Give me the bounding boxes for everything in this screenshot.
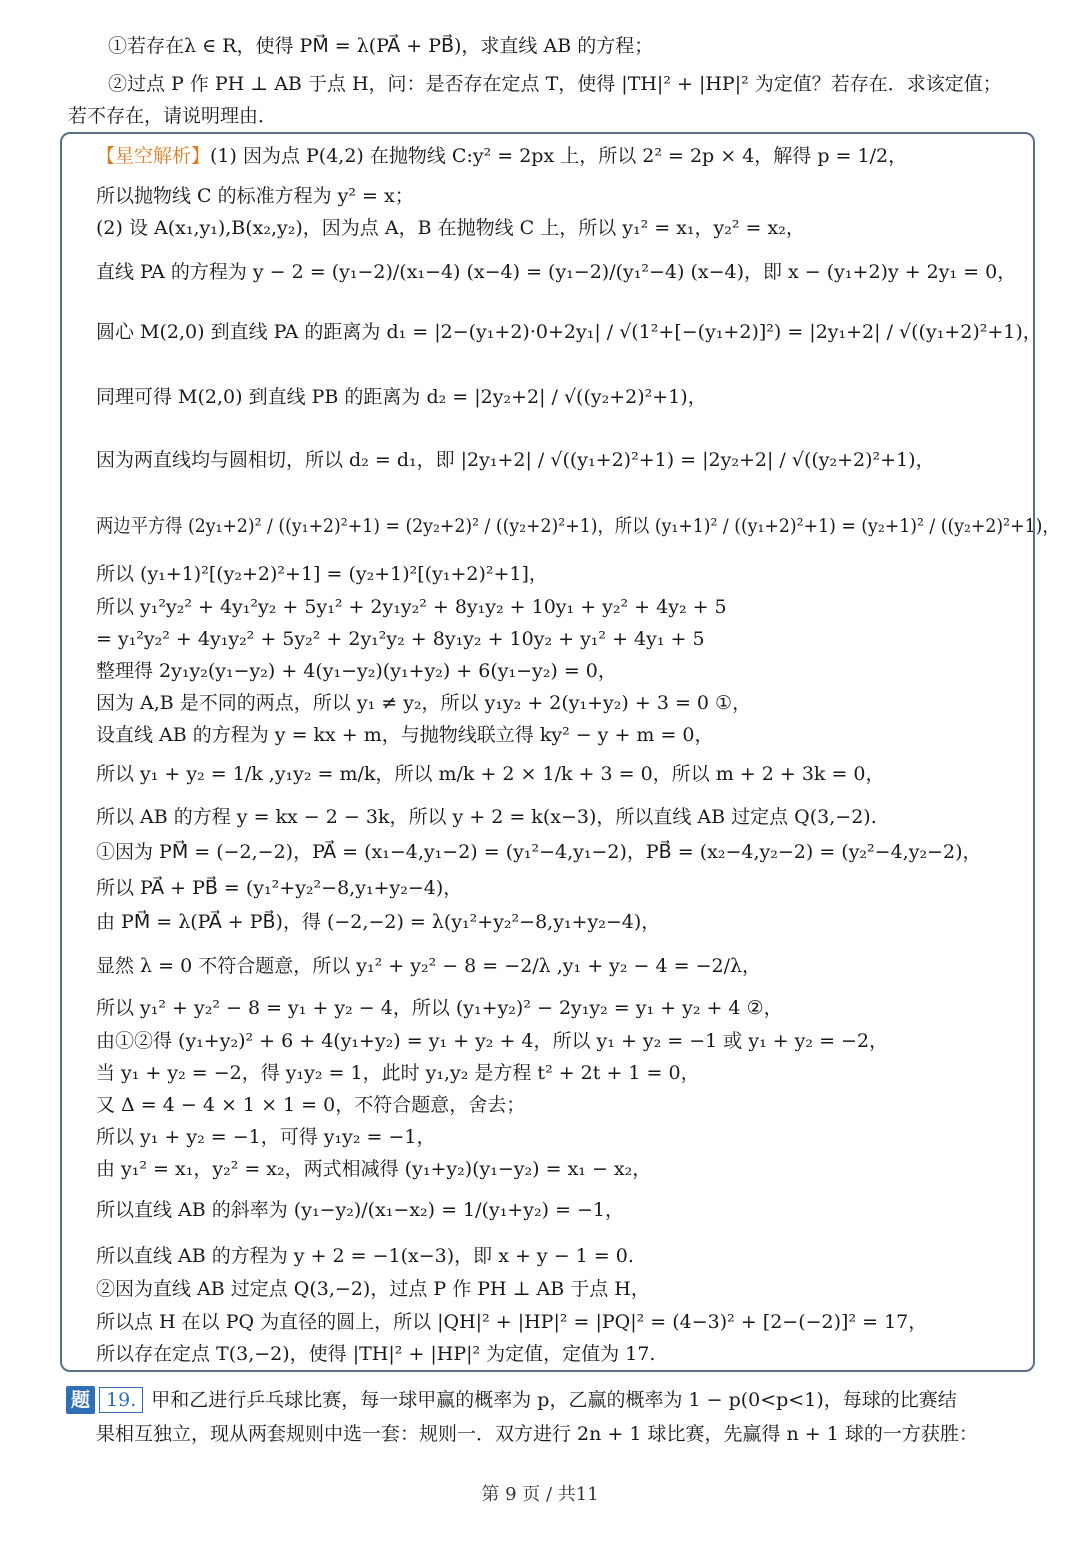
solution-line: 又 Δ = 4 − 4 × 1 × 1 = 0，不符合题意，舍去； [96,1094,526,1116]
intro-line-1: ①若存在λ ∈ R，使得 PM⃗ = λ(PA⃗ + PB⃗)，求直线 AB 的方程； [108,35,654,57]
solution-line: 所以 PA⃗ + PB⃗ = (y₁²+y₂²−8,y₁+y₂−4)， [96,877,463,899]
solution-line: 整理得 2y₁y₂(y₁−y₂) + 4(y₁−y₂)(y₁+y₂) + 6(y₁−y₂) = 0， [96,660,617,682]
question-number: 19. [99,1387,143,1413]
solution-line: 所以 (y₁+1)²[(y₂+2)²+1] = (y₂+1)²[(y₁+2)²+1]， [96,563,548,585]
solution-line: = y₁²y₂² + 4y₁y₂² + 5y₂² + 2y₁²y₂ + 8y₁y₂ + 10y₂ + y₁² + 4y₁ + 5 [96,628,705,650]
solution-line: 显然 λ = 0 不符合题意，所以 y₁² + y₂² − 8 = −2/λ ,y₁ + y₂ − 4 = −2/λ， [96,955,762,977]
solution-line: 所以抛物线 C 的标准方程为 y² = x； [96,185,414,207]
solution-line: 两边平方得 (2y₁+2)² / ((y₁+2)²+1) = (2y₂+2)² / ((y₂+2)²+1)，所以 (y₁+1)² / ((y₁+2)²+1) = (y₂+1)² / ((y₂+2)²+1)， [96,515,1060,537]
solution-line: ①因为 PM⃗ = (−2,−2)，PA⃗ = (x₁−4,y₁−2) = (y₁²−4,y₁−2)，PB⃗ = (x₂−4,y₂−2) = (y₂²−4,y₂−2)， [96,841,982,863]
question-badge: 题 [66,1386,95,1414]
question-19-line-1 [66,1386,957,1414]
solution-line: 设直线 AB 的方程为 y = kx + m，与抛物线联立得 ky² − y + m = 0， [96,724,714,746]
solution-header: 【星空解析】 [96,145,211,167]
intro-line-3: 若不存在，请说明理由． [68,105,278,127]
solution-line: 所以 y₁ + y₂ = 1/k ,y₁y₂ = m/k，所以 m/k + 2 × 1/k + 3 = 0，所以 m + 2 + 3k = 0， [96,763,885,785]
solution-line: 由 y₁² = x₁，y₂² = x₂，两式相减得 (y₁+y₂)(y₁−y₂) = x₁ − x₂， [96,1158,652,1180]
solution-line: 所以 y₁²y₂² + 4y₁²y₂ + 5y₁² + 2y₁y₂² + 8y₁y₂ + 10y₁ + y₂² + 4y₂ + 5 [96,596,727,618]
solution-line: 所以存在定点 T(3,−2)，使得 |TH|² + |HP|² 为定值，定值为 17. [96,1343,656,1365]
solution-line: 同理可得 M(2,0) 到直线 PB 的距离为 d₂ = |2y₂+2| / √((y₂+2)²+1)， [96,386,707,408]
solution-line: 所以点 H 在以 PQ 为直径的圆上，所以 |QH|² + |HP|² = |PQ|² = (4−3)² + [2−(−2)]² = 17， [96,1311,928,1333]
solution-line: 因为两直线均与圆相切，所以 d₂ = d₁，即 |2y₁+2| / √((y₁+2)²+1) = |2y₂+2| / √((y₂+2)²+1)， [96,449,935,471]
solution-line: 由①②得 (y₁+y₂)² + 6 + 4(y₁+y₂) = y₁ + y₂ + 4，所以 y₁ + y₂ = −1 或 y₁ + y₂ = −2， [96,1030,889,1052]
intro-line-2: ②过点 P 作 PH ⊥ AB 于点 H，问：是否存在定点 T，使得 |TH|² + |HP|² 为定值？若存在．求该定值； [108,73,1002,95]
solution-line: 所以直线 AB 的斜率为 (y₁−y₂)/(x₁−x₂) = 1/(y₁+y₂) = −1， [96,1199,625,1221]
solution-line: 直线 PA 的方程为 y − 2 = (y₁−2)/(x₁−4) (x−4) = (y₁−2)/(y₁²−4) (x−4)，即 x − (y₁+2)y + 2y₁ = 0， [96,261,1017,283]
solution-line: 圆心 M(2,0) 到直线 PA 的距离为 d₁ = |2−(y₁+2)·0+2y₁| / √(1²+[−(y₁+2)]²) = |2y₁+2| / √((y₁+2)²+1)， [96,321,1042,343]
solution-first-line [96,142,907,170]
solution-line: (2) 设 A(x₁,y₁),B(x₂,y₂)，因为点 A，B 在抛物线 C 上，所以 y₁² = x₁，y₂² = x₂， [96,217,805,239]
solution-line: 因为 A,B 是不同的两点，所以 y₁ ≠ y₂，所以 y₁y₂ + 2(y₁+y₂) + 3 = 0 ①， [96,692,752,714]
solution-line: 当 y₁ + y₂ = −2，得 y₁y₂ = 1，此时 y₁,y₂ 是方程 t² + 2t + 1 = 0， [96,1062,700,1084]
question-19-line-2: 果相互独立，现从两套规则中选一套：规则一．双方进行 2n + 1 球比赛，先赢得 n + 1 球的一方获胜： [96,1423,978,1445]
question-text-1: 甲和乙进行乒乓球比赛，每一球甲赢的概率为 p，乙赢的概率为 1 − p(0<p<1)，每球的比赛结 [151,1389,957,1411]
solution-first-text: (1) 因为点 P(4,2) 在抛物线 C:y² = 2px 上，所以 2² = 2p × 4，解得 p = 1/2， [210,145,908,167]
solution-line: 由 PM⃗ = λ(PA⃗ + PB⃗)，得 (−2,−2) = λ(y₁²+y₂²−8,y₁+y₂−4)， [96,911,661,933]
solution-line: 所以直线 AB 的方程为 y + 2 = −1(x−3)，即 x + y − 1 = 0. [96,1245,634,1267]
solution-line: 所以 AB 的方程 y = kx − 2 − 3k，所以 y + 2 = k(x−3)，所以直线 AB 过定点 Q(3,−2). [96,806,877,828]
page-footer: 第 9 页 / 共11 [481,1484,599,1505]
solution-line: 所以 y₁ + y₂ = −1，可得 y₁y₂ = −1， [96,1126,436,1148]
solution-line: 所以 y₁² + y₂² − 8 = y₁ + y₂ − 4，所以 (y₁+y₂)² − 2y₁y₂ = y₁ + y₂ + 4 ②， [96,997,783,1019]
solution-line: ②因为直线 AB 过定点 Q(3,−2)，过点 P 作 PH ⊥ AB 于点 H， [96,1278,650,1300]
